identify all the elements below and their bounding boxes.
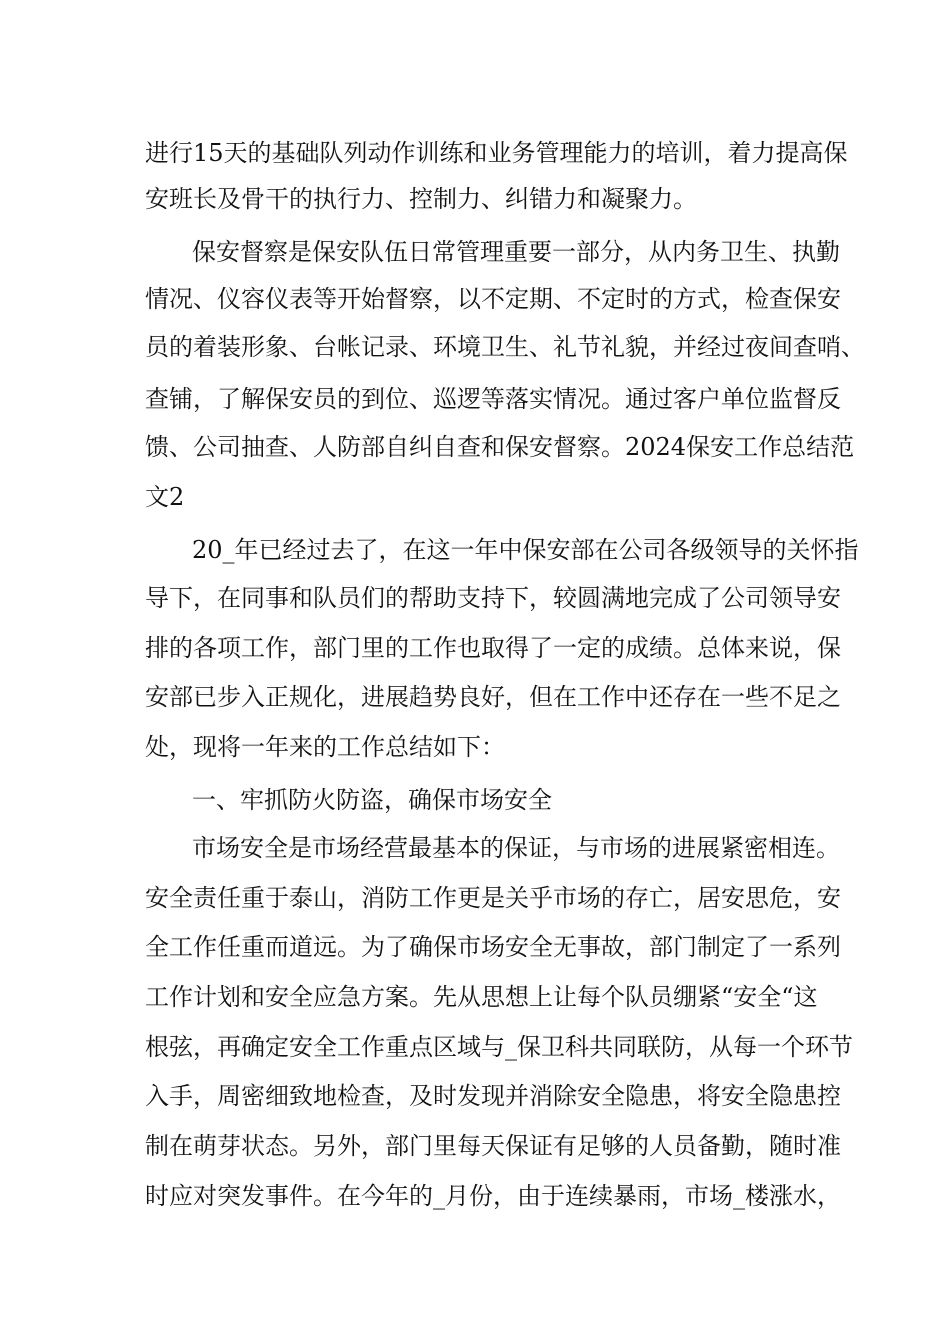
text-line: 根弦，再确定安全工作重点区域与_保卫科共同联防，从每一个环节	[145, 1033, 853, 1061]
paragraph-start: 20_年已经过去了，在这一年中保安部在公司各级领导的关怀指	[192, 536, 859, 564]
text-line: 馈、公司抽查、人防部自纠自查和保安督察。2024保安工作总结范	[145, 433, 855, 461]
text-line: 时应对突发事件。在今年的_月份，由于连续暴雨，市场_楼涨水，	[145, 1182, 841, 1210]
section-heading: 一、牢抓防火防盗，确保市场安全	[192, 786, 552, 814]
text-line: 处，现将一年来的工作总结如下：	[145, 733, 505, 761]
text-line: 制在萌芽状态。另外，部门里每天保证有足够的人员备勤，随时准	[145, 1132, 841, 1160]
text-line: 情况、仪容仪表等开始督察，以不定期、不定时的方式，检查保安	[145, 285, 841, 313]
text-line: 安全责任重于泰山，消防工作更是关乎市场的存亡，居安思危，安	[145, 884, 841, 912]
text-line: 进行15天的基础队列动作训练和业务管理能力的培训，着力提高保	[145, 139, 848, 167]
text-line: 全工作任重而道远。为了确保市场安全无事故，部门制定了一系列	[145, 933, 841, 961]
text-line: 员的着装形象、台帐记录、环境卫生、礼节礼貌，并经过夜间查哨、	[145, 333, 865, 361]
text-line: 安班长及骨干的执行力、控制力、纠错力和凝聚力。	[145, 185, 697, 213]
text-line: 安部已步入正规化，进展趋势良好，但在工作中还存在一些不足之	[145, 683, 841, 711]
text-line: 查铺，了解保安员的到位、巡逻等落实情况。通过客户单位监督反	[145, 385, 841, 413]
text-line: 入手，周密细致地检查，及时发现并消除安全隐患，将安全隐患控	[145, 1082, 841, 1110]
text-line: 工作计划和安全应急方案。先从思想上让每个队员绷紧“安全“这	[145, 983, 818, 1011]
paragraph-start: 保安督察是保安队伍日常管理重要一部分，从内务卫生、执勤	[192, 238, 840, 266]
text-line: 导下，在同事和队员们的帮助支持下，较圆满地完成了公司领导安	[145, 584, 841, 612]
text-line: 文2	[145, 483, 185, 511]
paragraph-start: 市场安全是市场经营最基本的保证，与市场的进展紧密相连。	[192, 834, 840, 862]
text-line: 排的各项工作，部门里的工作也取得了一定的成绩。总体来说，保	[145, 634, 841, 662]
